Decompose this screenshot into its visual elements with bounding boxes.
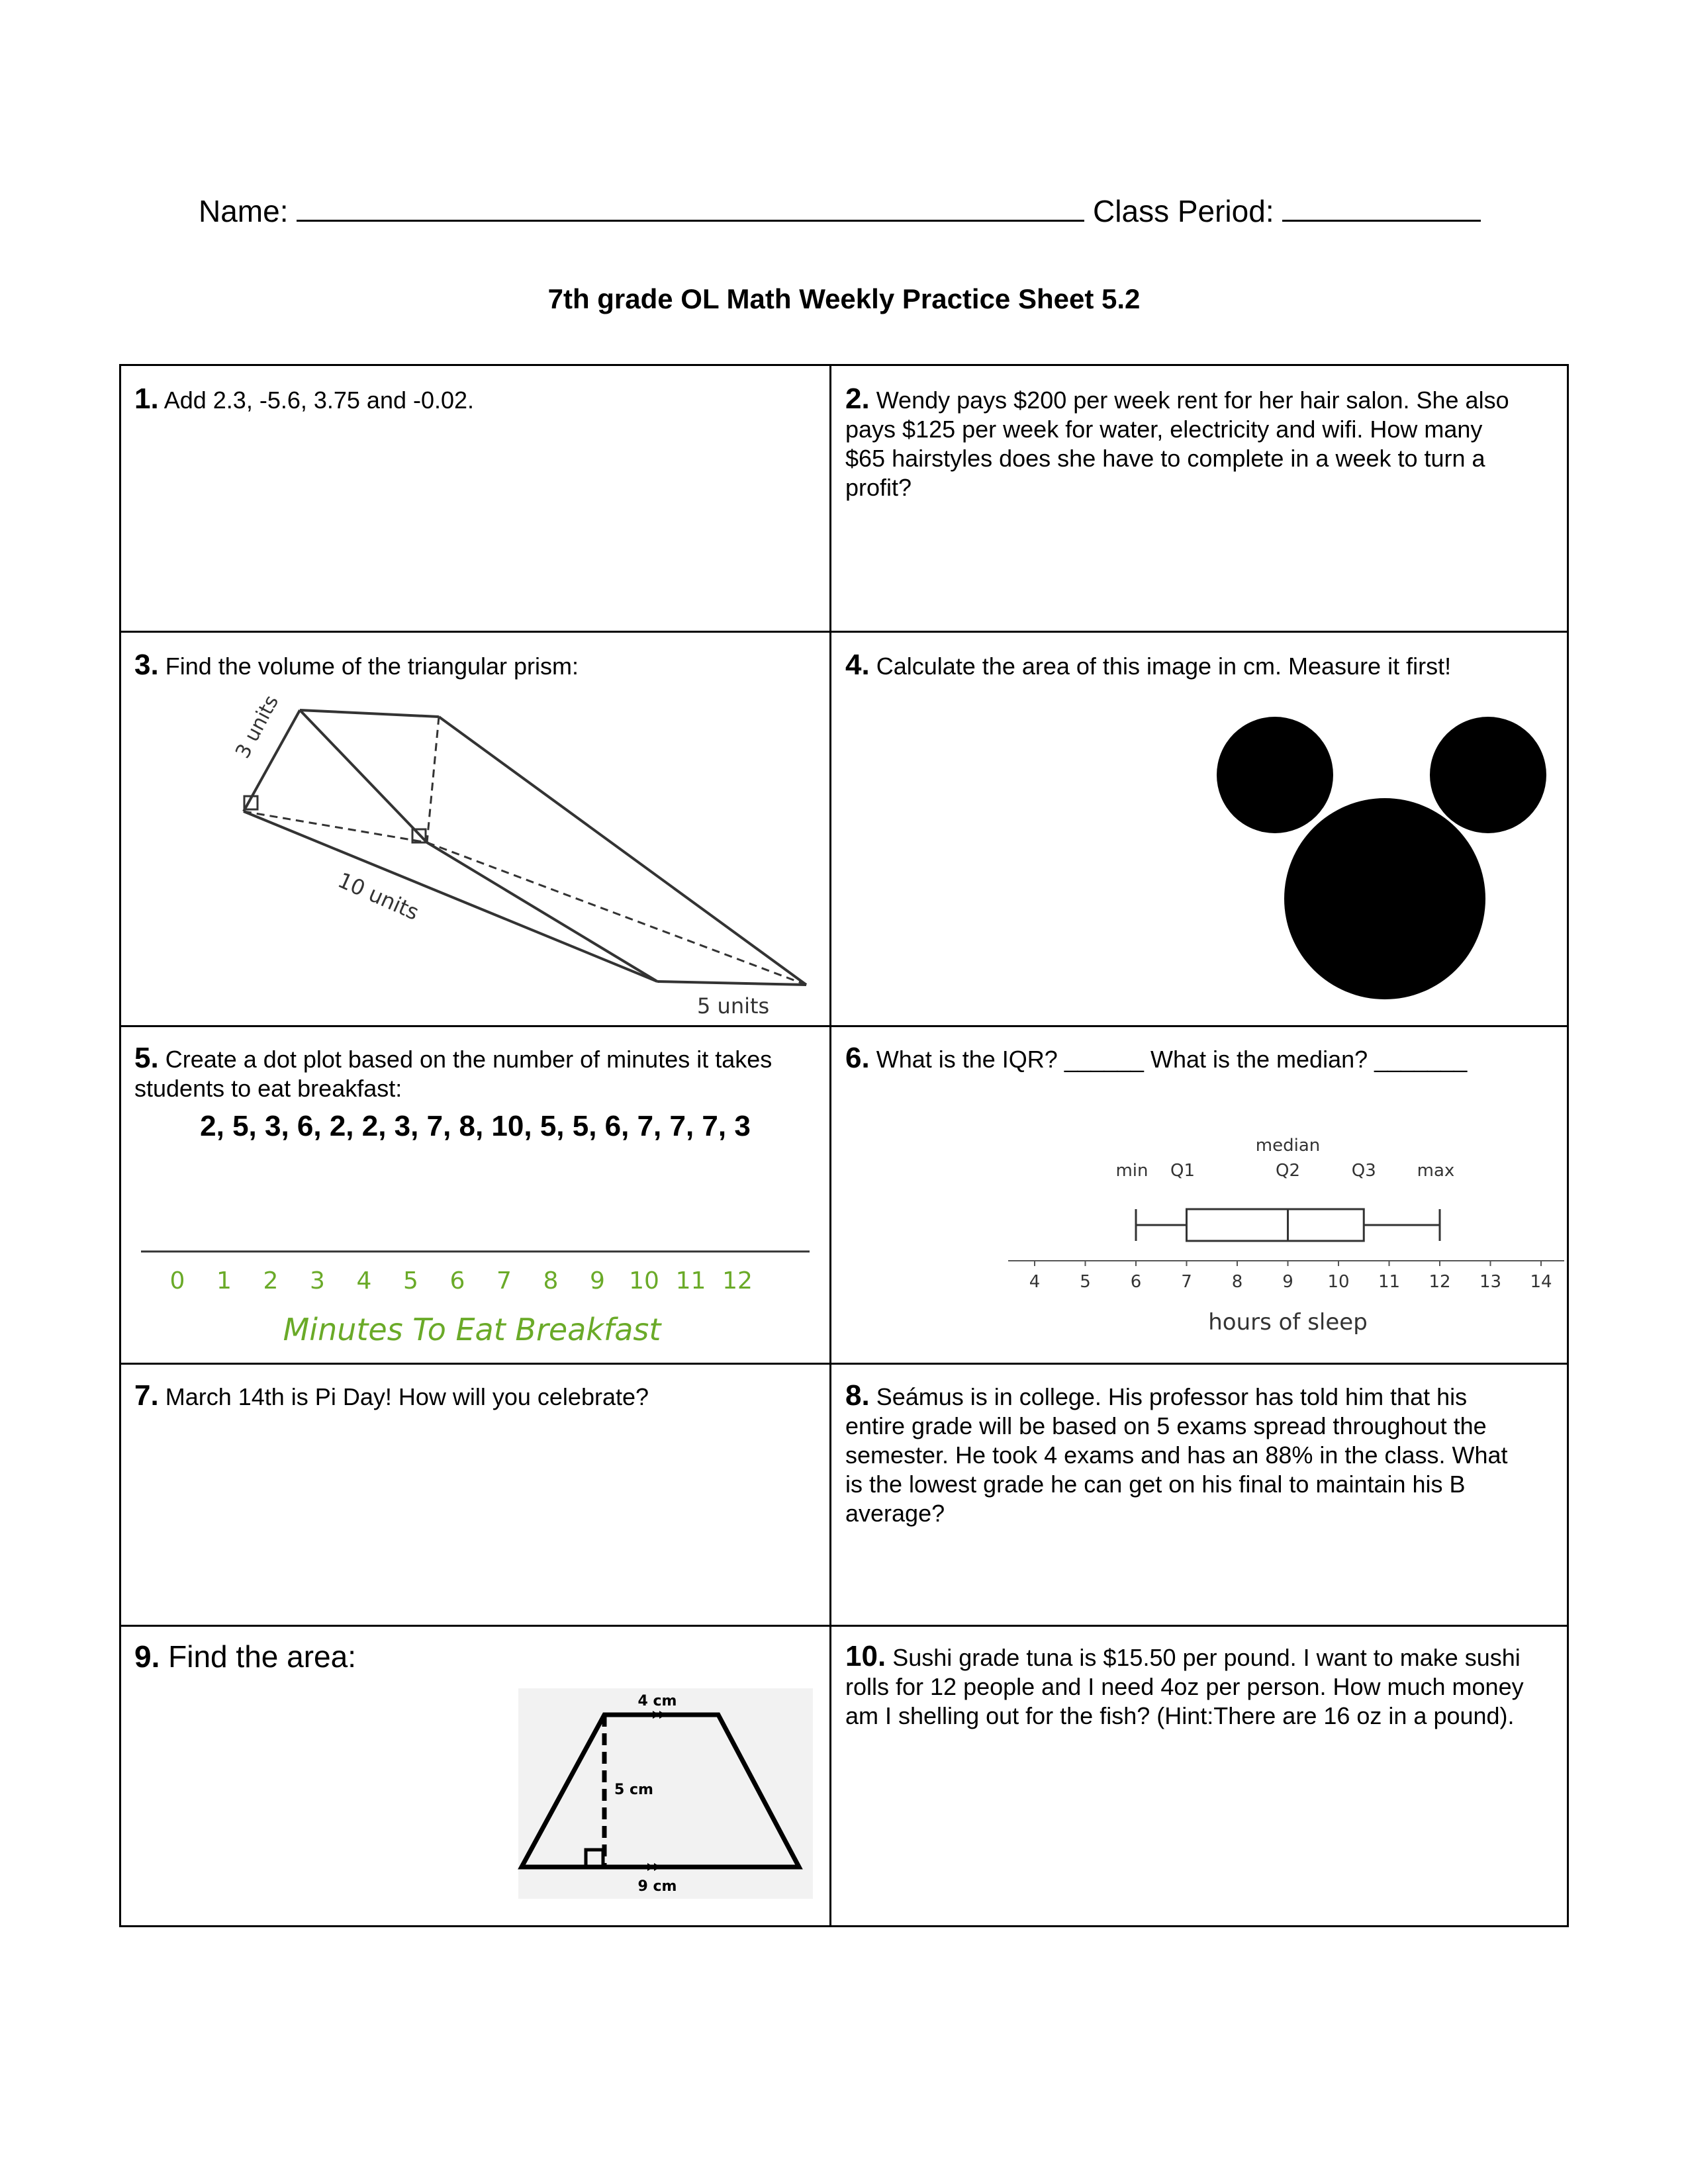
- median-prompt: What is the median? _______: [1150, 1046, 1468, 1073]
- dot-plot-tick-label: 8: [543, 1267, 559, 1295]
- grid-divider-row-4: [121, 1625, 1567, 1627]
- grid-divider-vertical: [829, 366, 831, 1925]
- question-7: [134, 1381, 823, 1412]
- dot-plot-tick-label: 3: [310, 1267, 325, 1295]
- dot-plot-tick-label: 1: [216, 1267, 232, 1295]
- question-text-line: average?: [845, 1500, 945, 1527]
- question-text: March 14th is Pi Day! How will you celebrate?: [165, 1383, 649, 1410]
- max-label: max: [1417, 1161, 1455, 1181]
- question-10: [845, 1642, 1567, 1731]
- q3-label: Q3: [1351, 1161, 1376, 1181]
- question-text-line: $65 hairstyles does she have to complete in a week to turn a: [845, 445, 1485, 472]
- question-text-line: Sushi grade tuna is $15.50 per pound. I want to make sushi: [892, 1644, 1521, 1671]
- question-2: [845, 385, 1560, 502]
- question-text-line: semester. He took 4 exams and has an 88% in the class. What: [845, 1441, 1508, 1469]
- box-plot-tick-label: 6: [1130, 1272, 1142, 1292]
- q2-label: Q2: [1275, 1161, 1301, 1181]
- dot-plot-tick-label: 9: [590, 1267, 605, 1295]
- dot-plot-tick-label: 4: [356, 1267, 372, 1295]
- dot-plot-tick-label: 5: [403, 1267, 418, 1295]
- box-plot-tick-label: 11: [1378, 1272, 1401, 1292]
- box-plot-tick-label: 5: [1080, 1272, 1091, 1292]
- min-label: min: [1115, 1161, 1149, 1181]
- grid-divider-row-3: [121, 1363, 1567, 1365]
- trapezoid-top-label: 4 cm: [637, 1693, 677, 1709]
- trapezoid-bottom-label: 9 cm: [637, 1878, 677, 1895]
- question-4: [845, 651, 1560, 681]
- grid-divider-row-1: [121, 631, 1567, 633]
- question-8: [845, 1381, 1560, 1528]
- question-text: Calculate the area of this image in cm. Measure it first!: [876, 653, 1452, 680]
- question-text: Find the volume of the triangular prism:: [165, 653, 579, 680]
- dot-plot-number-line: [141, 1250, 816, 1356]
- question-1: [134, 385, 816, 415]
- question-text-line: rolls for 12 people and I need 4oz per person. How much money: [845, 1673, 1524, 1700]
- triangular-prism-diagram: [220, 677, 816, 1021]
- question-text: Find the area:: [168, 1639, 356, 1674]
- dot-plot-tick-label: 0: [169, 1267, 185, 1295]
- question-number: 7.: [134, 1379, 159, 1412]
- box-plot-tick-label: 13: [1479, 1272, 1502, 1292]
- dot-plot-axis-label: Minutes To Eat Breakfast: [283, 1312, 661, 1347]
- median-label: median: [1255, 1136, 1321, 1156]
- prism-height-label: 3 units: [231, 691, 284, 762]
- box-plot-tick-label: 12: [1429, 1272, 1451, 1292]
- interquartile-box: [1187, 1209, 1364, 1241]
- box-plot-axis-label: hours of sleep: [1208, 1309, 1368, 1336]
- iqr-prompt: What is the IQR? ______: [876, 1046, 1144, 1073]
- box-plot-tick-label: 4: [1029, 1272, 1041, 1292]
- question-number: 3.: [134, 649, 159, 681]
- name-blank[interactable]: [297, 193, 1084, 222]
- box-plot-tick-label: 9: [1282, 1272, 1293, 1292]
- question-5: [134, 1044, 823, 1103]
- prism-width-label: 5 units: [697, 993, 770, 1019]
- box-plot-tick-label: 10: [1327, 1272, 1350, 1292]
- question-grid: [119, 364, 1569, 1927]
- question-number: 4.: [845, 649, 870, 681]
- dot-plot-tick-label: 11: [675, 1267, 706, 1295]
- q1-label: Q1: [1170, 1161, 1196, 1181]
- question-text-line: profit?: [845, 474, 912, 501]
- dot-plot-tick-label: 6: [449, 1267, 465, 1295]
- question-number: 9.: [134, 1639, 160, 1674]
- question-6: [845, 1044, 1560, 1074]
- question-text: Add 2.3, -5.6, 3.75 and -0.02.: [164, 387, 475, 414]
- box-plot-tick-label: 14: [1530, 1272, 1552, 1292]
- question-number: 1.: [134, 383, 159, 415]
- question-text-line: am I shelling out for the fish? (Hint:There are 16 oz in a pound).: [845, 1702, 1515, 1729]
- question-text-line: Create a dot plot based on the number of minutes it takes: [165, 1046, 773, 1073]
- dot-plot-tick-label: 12: [722, 1267, 753, 1295]
- prism-length-label: 10 units: [334, 867, 423, 926]
- question-9: [134, 1639, 598, 1674]
- trapezoid-height-label: 5 cm: [614, 1782, 653, 1798]
- question-number: 2.: [845, 383, 870, 415]
- box-plot-tick-label: 7: [1181, 1272, 1192, 1292]
- dot-plot-tick-label: 10: [629, 1267, 659, 1295]
- box-plot-tick-label: 8: [1231, 1272, 1243, 1292]
- class-period-label: Class Period:: [1093, 194, 1274, 228]
- question-text-line: Seámus is in college. His professor has told him that his: [876, 1383, 1468, 1410]
- trapezoid-diagram: [518, 1688, 813, 1899]
- class-period-blank[interactable]: [1282, 193, 1481, 222]
- question-number: 5.: [134, 1042, 159, 1074]
- question-text-line: Wendy pays $200 per week rent for her hair salon. She also: [876, 387, 1509, 414]
- box-plot-chart: [915, 1111, 1552, 1343]
- question-text-line: entire grade will be based on 5 exams spread throughout the: [845, 1412, 1487, 1439]
- page-title: 7th grade OL Math Weekly Practice Sheet 5.2: [547, 283, 1141, 314]
- question-text-line: pays $125 per week for water, electricity and wifi. How many: [845, 416, 1483, 443]
- question-number: 8.: [845, 1379, 870, 1412]
- question-text-line: is the lowest grade he can get on his final to maintain his B: [845, 1471, 1466, 1498]
- mickey-silhouette-image: [1217, 717, 1548, 1021]
- question-text-line: students to eat breakfast:: [134, 1075, 402, 1102]
- dot-plot-tick-label: 7: [496, 1267, 512, 1295]
- question-number: 6.: [845, 1042, 870, 1074]
- name-class-header: [199, 193, 1496, 229]
- breakfast-minutes-data: 2, 5, 3, 6, 2, 2, 3, 7, 8, 10, 5, 5, 6, 7, 7, 7, 3: [200, 1110, 751, 1142]
- question-number: 10.: [845, 1640, 886, 1672]
- grid-divider-row-2: [121, 1025, 1567, 1027]
- dot-plot-tick-label: 2: [263, 1267, 279, 1295]
- name-label: Name:: [199, 194, 289, 228]
